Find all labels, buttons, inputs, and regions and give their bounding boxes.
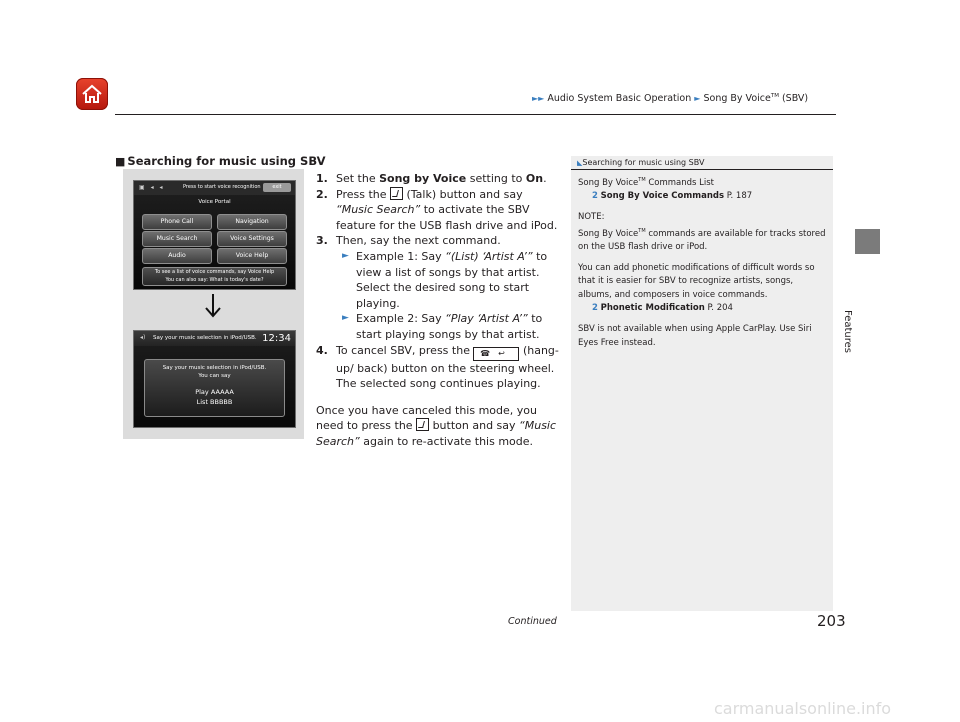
ref-link-phonetic[interactable]: 2 Phonetic Modification P. 204	[592, 303, 733, 314]
square-bullet-icon: ■	[115, 155, 126, 168]
page-number: 203	[817, 612, 846, 630]
clock: 12:34	[262, 333, 291, 344]
reference-icon: 2	[592, 303, 598, 314]
status-icons: ▣ ◂ ◂	[139, 184, 165, 191]
hang-up-button-icon: ☎↩	[473, 347, 519, 361]
talk-button-icon	[416, 418, 429, 431]
screen-illustration	[123, 169, 304, 439]
header-divider	[115, 114, 836, 115]
breadcrumb	[532, 93, 808, 104]
example-2: ► Example 2: Say “Play ‘Artist A’” to start playing songs by that artist.	[342, 312, 543, 341]
side-note-body: Song By Voice™ Commands List 2 Song By Voice Commands P. 187 NOTE: Song By Voice™ commands are available for tracks stored on the USB flash drive or iPod. You can add phonetic modifications of difficult words so that it is easier for SBV to recognize artists, songs, albums, and composers in voice commands. 2 Phonetic Modification P. 204 SBV is not available when using Apple CarPlay. Use Siri Eyes Free instead.	[578, 174, 828, 358]
down-arrow-icon	[201, 292, 225, 318]
microphone-icon: ◂)	[140, 334, 146, 341]
prompt-bar-text: Say your music selection in iPod/USB.	[153, 335, 257, 341]
voice-help-button[interactable]: Voice Help	[217, 248, 287, 264]
voice-settings-button[interactable]: Voice Settings	[217, 231, 287, 247]
section-heading: ■ Searching for music using SBV	[115, 154, 326, 168]
ref-link-commands[interactable]: 2 Song By Voice Commands P. 187	[592, 191, 753, 202]
instruction-steps	[316, 171, 562, 450]
phone-call-button[interactable]: Phone Call	[142, 214, 212, 230]
voice-hint: To see a list of voice commands, say Voice Help You can also say: What is today's date?	[142, 267, 287, 286]
screen-title: Voice Portal	[198, 199, 231, 205]
breadcrumb-item-sbv[interactable]: Song By Voice™ (SBV)	[703, 93, 809, 105]
house-icon	[80, 82, 104, 106]
chapter-label: Features	[842, 310, 853, 353]
example-1: ► Example 1: Say “(List) ‘Artist A’” to view a list of songs by that artist. Select the desired song to start playing.	[342, 249, 548, 310]
breadcrumb-arrow-icon: ►	[694, 94, 701, 104]
step-2: 2. Press the (Talk) button and say “Music Search” to activate the SBV feature for the USB flash drive and iPod.	[316, 187, 558, 232]
step-1: 1. Set the Song by Voice setting to On.	[316, 172, 547, 185]
watermark: carmanualsonline.info	[714, 699, 892, 718]
music-selection-screen	[133, 330, 296, 428]
music-search-button[interactable]: Music Search	[142, 231, 212, 247]
breadcrumb-arrow-icon: ►►	[532, 94, 545, 104]
audio-button[interactable]: Audio	[142, 248, 212, 264]
talk-button-icon	[390, 187, 403, 200]
side-note-panel	[571, 156, 833, 611]
note-marker-icon: ◣	[577, 159, 583, 167]
press-instruction: Press to start voice recognition	[183, 184, 261, 190]
breadcrumb-item-audio[interactable]: Audio System Basic Operation	[547, 93, 692, 105]
arrow-right-icon: ►	[342, 250, 349, 261]
home-icon[interactable]	[76, 78, 108, 110]
step-4: 4. To cancel SBV, press the ☎↩ (hang-up/ back) button on the steering wheel. The selected song continues playing.	[316, 343, 559, 391]
arrow-right-icon: ►	[342, 313, 349, 324]
chapter-tab[interactable]	[855, 229, 880, 254]
navigation-button[interactable]: Navigation	[217, 214, 287, 230]
continued-label: Continued	[508, 616, 557, 627]
reference-icon: 2	[592, 191, 598, 202]
reactivate-note: Once you have canceled this mode, you need to press the button and say “Music Search” again to re-activate this mode.	[316, 403, 557, 448]
side-note-divider	[571, 169, 833, 170]
side-note-title: ◣Searching for music using SBV	[577, 158, 705, 167]
exit-button[interactable]: exit	[263, 183, 291, 192]
voice-portal-screen	[133, 180, 296, 290]
step-3: 3. Then, say the next command. ► Example 1: Say “(List) ‘Artist A’” to view a list of songs by that artist. Select the desired song to start playing. ► Example 2: Say “Play ‘Artist A’” to start playing songs by that artist.	[316, 233, 562, 342]
prompt-panel: Say your music selection in iPod/USB. You can say Play AAAAA List BBBBB	[144, 359, 285, 417]
